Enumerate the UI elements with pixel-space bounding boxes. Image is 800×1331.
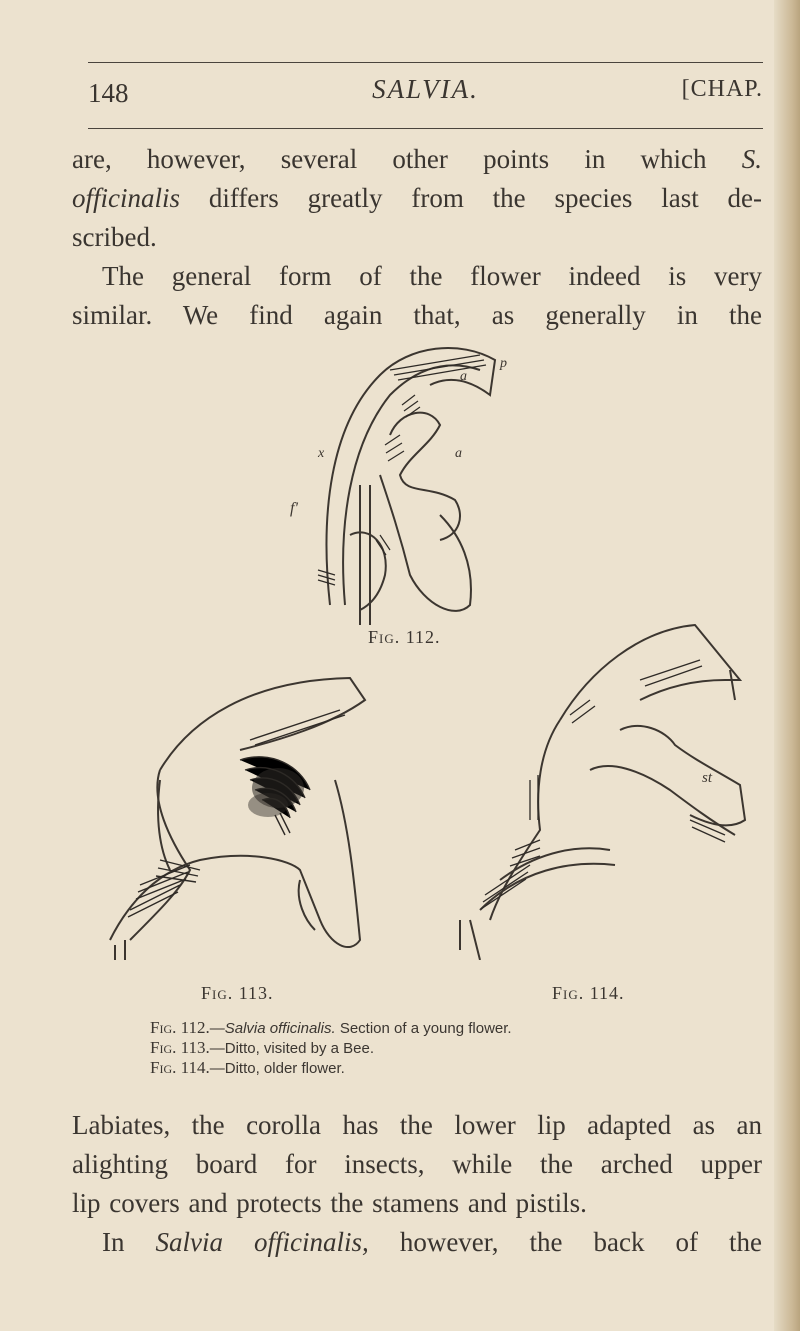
text-line: lip covers and protects the stamens and pistils.: [72, 1188, 587, 1218]
label-x: x: [318, 446, 325, 461]
running-title: SALVIA.: [372, 74, 479, 104]
label-a-lower: a: [455, 446, 462, 461]
text-line: alighting board for insects, while the arched upper: [72, 1149, 762, 1179]
header-rule-bottom: [88, 128, 763, 129]
text-line: officinalis differs greatly from the species last de-: [72, 183, 762, 213]
running-header: [88, 74, 763, 114]
figure-114-label: Fig. 114.: [552, 983, 625, 1003]
label-a-upper: a: [460, 369, 467, 384]
text-line: scribed.: [72, 222, 157, 252]
figure-113-illustration: [100, 670, 390, 960]
paragraph-3: [72, 1106, 762, 1223]
figure-113-label: Fig. 113.: [201, 983, 274, 1003]
label-p: p: [500, 356, 507, 371]
caption-113: Fig. 113.—Ditto, visited by a Bee.: [150, 1038, 374, 1057]
caption-114: Fig. 114.—Ditto, older flower.: [150, 1058, 345, 1077]
text-line: are, however, several other points in which S.: [72, 144, 763, 174]
chapter-label: [CHAP.: [681, 76, 763, 102]
text-line: similar. We find again that, as generally in the: [72, 300, 762, 330]
caption-112: Fig. 112.—Salvia officinalis. Section of a young flower.: [150, 1018, 512, 1037]
figure-112-illustration: [290, 335, 520, 625]
paragraph-1: [72, 140, 762, 257]
header-rule-top: [88, 62, 763, 63]
figure-captions: [150, 1018, 670, 1078]
text-line: Labiates, the corolla has the lower lip adapted as an: [72, 1110, 762, 1140]
paragraph-4: [72, 1223, 762, 1262]
paragraph-2: [72, 257, 762, 335]
label-f: f': [290, 500, 298, 517]
text-line: In Salvia officinalis, however, the back of the: [102, 1227, 762, 1257]
page-edge: [774, 0, 800, 1331]
figure-112-label: Fig. 112.: [368, 627, 441, 647]
page-number: 148: [88, 78, 129, 108]
text-line: The general form of the flower indeed is very: [102, 261, 762, 291]
label-st: st: [702, 770, 713, 786]
figure-114-illustration: [440, 620, 750, 960]
